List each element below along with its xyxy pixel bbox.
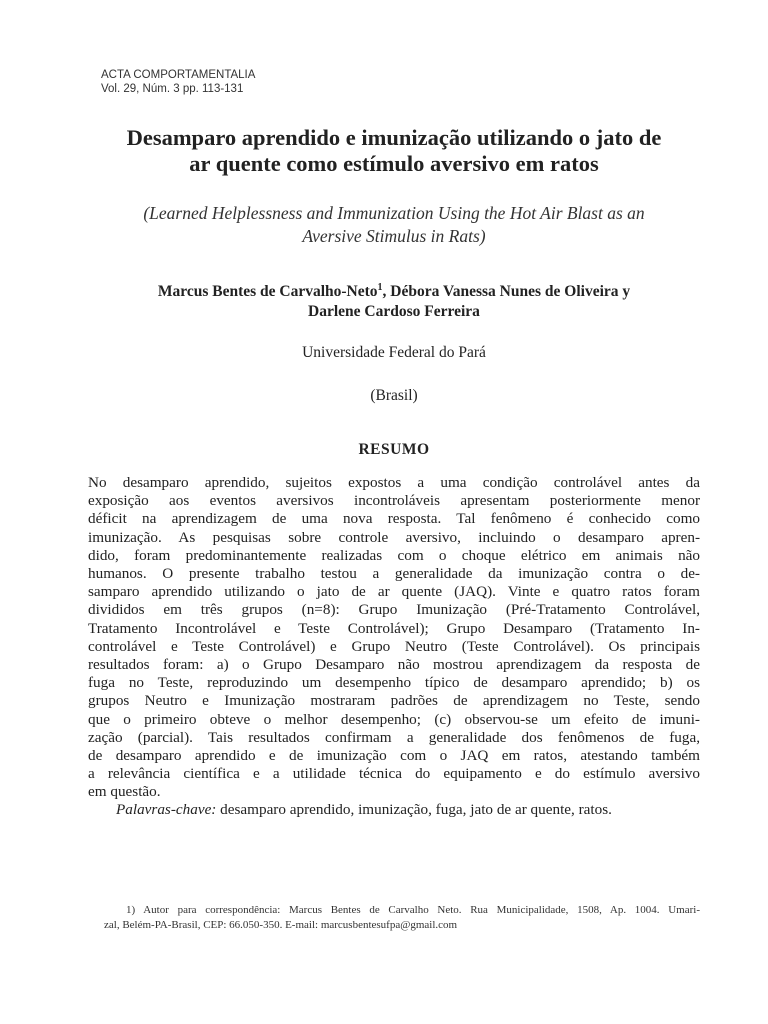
abstract-line: controlável e Teste Controlável) e Grupo Neutro (Teste Controlável). Os principais	[88, 637, 700, 655]
footnote-marker: 1	[377, 281, 383, 293]
paper-title	[60, 125, 728, 177]
abstract-line: No desamparo aprendido, sujeitos expostos a uma condição controlável antes da	[88, 474, 700, 491]
footnote	[104, 903, 700, 932]
paper-title-line-1: Desamparo aprendido e imunização utilizando o jato de	[126, 125, 662, 150]
author-first: Marcus Bentes de Carvalho-Neto	[157, 283, 378, 300]
abstract-line: em questão.	[88, 783, 161, 801]
abstract-line: resultados foram: a) o Grupo Desamparo não mostrou aprendizagem da resposta de	[88, 656, 700, 674]
keywords	[116, 801, 706, 819]
keywords-label: Palavras-chave:	[116, 801, 217, 818]
author-second: , Débora Vanessa Nunes de Oliveira y	[382, 283, 631, 300]
abstract-line: divididos em três grupos (n=8): Grupo Imunização (Pré-Tratamento Controlável,	[88, 601, 700, 619]
journal-volume: Vol. 29, Núm. 3 pp. 113-131	[101, 83, 244, 95]
english-title-line-1: (Learned Helplessness and Immunization Using the Hot Air Blast as an	[143, 203, 645, 223]
abstract-line: samparo aprendido utilizando o jato de ar quente (JAQ). Vinte e quatro ratos foram	[88, 583, 700, 601]
abstract-line: grupos Neutro e Imunização mostraram padrões de aprendizagem no Teste, sendo	[88, 692, 700, 710]
abstract-line: déficit na aprendizagem de uma nova resposta. Tal fenômeno é conhecido como	[88, 510, 700, 528]
journal-name: ACTA COMPORTAMENTALIA	[101, 69, 256, 81]
keywords-list: desamparo aprendido, imunização, fuga, jato de ar quente, ratos.	[216, 801, 612, 818]
country: (Brasil)	[370, 387, 418, 404]
author-line-2: Darlene Cardoso Ferreira	[308, 303, 480, 320]
abstract-line: Tratamento Incontrolável e Teste Controlável); Grupo Desamparo (Tratamento In-	[88, 619, 700, 637]
abstract-line: a relevância científica e a utilidade técnica do equipamento e do estímulo aversivo	[88, 765, 700, 783]
footnote-line-1: 1) Autor para correspondência: Marcus Bentes de Carvalho Neto. Rua Municipalidade, 1508, Ap. 1004. Umari-	[126, 904, 700, 916]
abstract-line: que o primeiro obteve o melhor desempenho; (c) observou-se um efeito de imuni-	[88, 710, 700, 728]
abstract-line: de desamparo aprendido e de imunização com o JAQ em ratos, atestando também	[88, 747, 700, 765]
abstract-line: humanos. O presente trabalho testou a generalidade da imunização contra o de-	[88, 565, 700, 583]
abstract-line: dido, foram predominantemente realizadas com o choque elétrico em animais não	[88, 546, 700, 564]
affiliation: Universidade Federal do Pará	[302, 344, 486, 361]
english-title-line-2: Aversive Stimulus in Rats)	[302, 226, 486, 246]
journal-header	[101, 68, 255, 96]
abstract-body	[88, 474, 700, 802]
abstract-line: fuga no Teste, reproduzindo um desempenho típico de desamparo aprendido; b) os	[88, 674, 700, 692]
footnote-line-2: zal, Belém-PA-Brasil, CEP: 66.050-350. E-mail: marcusbentesufpa@gmail.com	[104, 918, 458, 931]
paper-title-line-2: ar quente como estímulo aversivo em ratos	[189, 151, 599, 176]
abstract-line: exposição aos eventos aversivos incontroláveis apresentam posteriormente menor	[88, 492, 700, 510]
abstract-line: imunização. As pesquisas sobre controle aversivo, incluindo o desamparo apren-	[88, 528, 700, 546]
abstract-heading: RESUMO	[358, 441, 430, 458]
author-list	[60, 282, 728, 322]
author-line-1	[60, 282, 728, 302]
abstract-line: zação (parcial). Tais resultados confirmam a generalidade dos fenômenos de fuga,	[88, 728, 700, 746]
paper-english-title	[60, 202, 728, 248]
